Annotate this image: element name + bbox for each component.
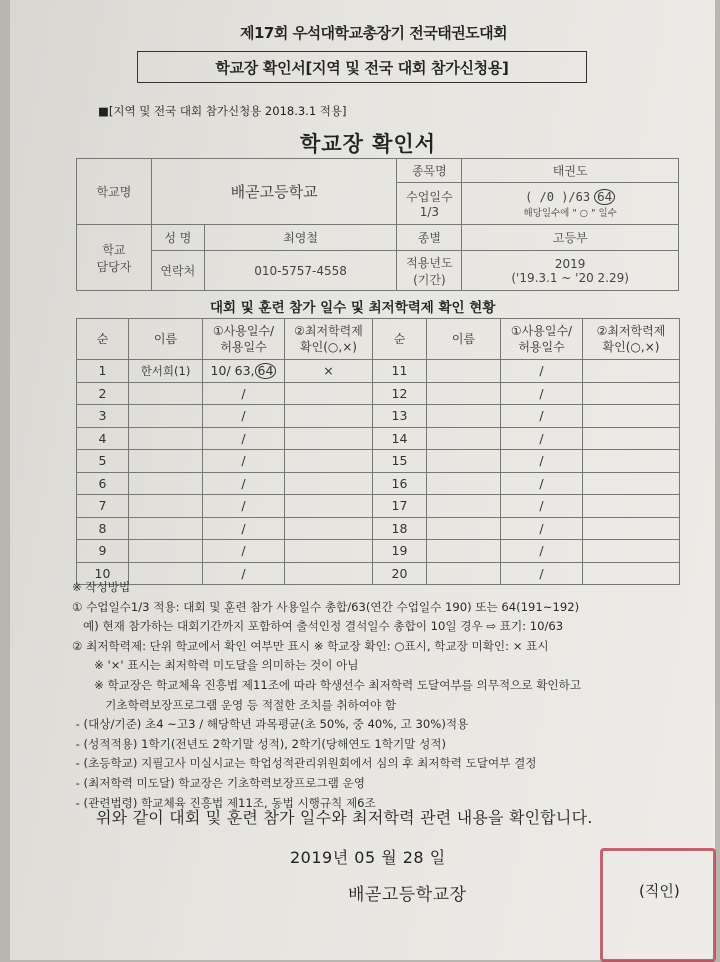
note-line: 기초학력보장프로그램 운영 등 적절한 조치를 취하여야 함	[72, 697, 397, 712]
row-no-right: 14	[373, 427, 427, 450]
school-name-value: 배곧고등학교	[151, 159, 397, 225]
sport-value: 태권도	[462, 159, 679, 183]
row-no: 7	[77, 495, 129, 518]
year-value-cell	[462, 251, 679, 291]
official-seal-stamp	[600, 848, 716, 962]
row-days	[203, 427, 285, 450]
row-name-right	[427, 450, 501, 473]
row-days-right: /	[501, 517, 583, 540]
row-min-right	[583, 360, 680, 383]
table-row	[77, 472, 680, 495]
row-name	[129, 540, 203, 563]
row-days-right: /	[501, 540, 583, 563]
year-label	[397, 251, 462, 291]
row-name-right	[427, 517, 501, 540]
row-days-value: /	[241, 520, 246, 536]
table-row	[77, 405, 680, 428]
row-min	[285, 472, 373, 495]
days-label	[397, 183, 462, 225]
note-line: - (성적적용) 1학기(전년도 2학기말 성적), 2학기(당해연도 1학기말 성적)	[72, 736, 446, 751]
document-page	[10, 0, 715, 960]
header-min-2	[583, 319, 680, 360]
row-name	[129, 427, 203, 450]
table-row	[77, 360, 680, 383]
section-title: 대회 및 훈련 참가 일수 및 최저학력제 확인 현황	[210, 300, 496, 316]
row-min-right	[583, 540, 680, 563]
sport-label: 종목명	[397, 159, 462, 183]
confirmation-statement: 위와 같이 대회 및 훈련 참가 일수와 최저학력 관련 내용을 확인합니다.	[96, 808, 593, 827]
row-min	[285, 382, 373, 405]
row-name	[129, 450, 203, 473]
row-min	[285, 450, 373, 473]
row-days	[203, 540, 285, 563]
note-line: - (관련법령) 학교체육 진흥법 제11조, 동법 시행규칙 제6조	[72, 795, 376, 810]
row-name-right	[427, 427, 501, 450]
manager-label-line2: 담당자	[96, 259, 132, 274]
category-value: 고등부	[462, 225, 679, 251]
row-days-value: /	[241, 498, 246, 514]
seal-label: (직인)	[639, 882, 680, 900]
row-name-right	[427, 405, 501, 428]
table-row	[77, 495, 680, 518]
row-days-circled: 64	[255, 363, 277, 379]
grid-header-row	[77, 319, 680, 360]
header-min-line1: ②최저학력제	[294, 324, 363, 338]
row-days	[203, 472, 285, 495]
row-min-right	[583, 382, 680, 405]
note-line: - (최저학력 미도달) 학교장은 기초학력보장프로그램 운영	[72, 775, 365, 790]
row-min-right	[583, 517, 680, 540]
days-value-b: 64	[594, 189, 615, 205]
row-no: 5	[77, 450, 129, 473]
row-days-right: /	[501, 562, 583, 585]
header-min	[285, 319, 373, 360]
year-period: ('19.3.1 ~ '20 2.29)	[511, 270, 629, 285]
row-min	[285, 517, 373, 540]
manager-label	[77, 225, 152, 291]
header-days	[203, 319, 285, 360]
row-min	[285, 495, 373, 518]
year-value: 2019	[554, 256, 586, 271]
row-days-value: /	[241, 430, 246, 446]
row-no: 3	[77, 405, 129, 428]
header-days-2	[501, 319, 583, 360]
table-row	[77, 540, 680, 563]
principal-name: 배곧고등학교장	[348, 885, 467, 905]
days-note: 해당일수에 " ○ " 일수	[523, 207, 617, 219]
row-min: ×	[285, 360, 373, 383]
days-value-cell	[462, 183, 679, 225]
row-name	[129, 517, 203, 540]
row-days	[203, 450, 285, 473]
note-line: ※ 학교장은 학교체육 진흥법 제11조에 따라 학생선수 최저학력 도달여부를 의무적으로 확인하고	[72, 677, 582, 692]
row-days	[203, 382, 285, 405]
note-line: ② 최저학력제: 단위 학교에서 확인 여부만 표시 ※ 학교장 확인: ○표시, 학교장 미확인: × 표시	[72, 638, 549, 653]
row-no-right: 18	[373, 517, 427, 540]
school-name-label: 학교명	[77, 159, 152, 225]
row-days-value: /	[241, 543, 246, 559]
row-name	[129, 382, 203, 405]
row-days-right: /	[501, 450, 583, 473]
row-no: 10	[77, 562, 129, 585]
row-name	[129, 405, 203, 428]
header-name: 이름	[129, 319, 203, 360]
row-days-value: /	[241, 453, 246, 469]
category-label: 종별	[397, 225, 462, 251]
row-no-right: 20	[373, 562, 427, 585]
header-days-line2: 허용일수	[220, 340, 267, 354]
row-name-right	[427, 495, 501, 518]
row-min	[285, 540, 373, 563]
row-no-right: 16	[373, 472, 427, 495]
row-days	[203, 517, 285, 540]
row-no: 9	[77, 540, 129, 563]
note-line: ※ 작성방법	[72, 580, 131, 594]
header-days2-line1: ①사용일수/	[510, 324, 573, 338]
header-min2-line2: 확인(○,×)	[602, 340, 660, 354]
note-line: - (대상/기준) 초4 ~고3 / 해당학년 과목평균(초 50%, 중 40%, 고 30%)적용	[72, 717, 469, 732]
event-title: 제17회 우석대학교총장기 전국태권도대회	[240, 24, 508, 42]
note-line: 예) 현재 참가하는 대회기간까지 포함하여 출석인정 결석일수 총합이 10일 경우 ⇨ 표기: 10/63	[72, 619, 564, 634]
row-no: 6	[77, 472, 129, 495]
document-title: 학교장 확인서	[300, 132, 437, 156]
note-line: - (초등학교) 지필고사 미실시교는 학업성적관리위원회에서 심의 후 최저학력 도달여부 결정	[72, 756, 537, 771]
header-min2-line1: ②최저학력제	[596, 324, 666, 338]
days-label-line1: 수업일수	[406, 190, 453, 204]
row-no: 8	[77, 517, 129, 540]
row-name-right	[427, 382, 501, 405]
row-no: 2	[77, 382, 129, 405]
row-no-right: 17	[373, 495, 427, 518]
row-min-right	[583, 427, 680, 450]
manager-label-line1: 학교	[102, 242, 126, 257]
row-no-right: 12	[373, 382, 427, 405]
row-name	[129, 472, 203, 495]
days-label-line2: 1/3	[419, 205, 440, 219]
row-min-right	[583, 472, 680, 495]
row-min	[285, 405, 373, 428]
school-info-table	[76, 158, 679, 291]
row-no: 4	[77, 427, 129, 450]
days-value-a: ( /0 )/63	[525, 189, 591, 204]
row-no-right: 11	[373, 360, 427, 383]
row-days-value: /	[241, 408, 246, 424]
row-name-right	[427, 540, 501, 563]
row-days-right: /	[501, 360, 583, 383]
row-days-right: /	[501, 405, 583, 428]
note-line: ※ '×' 표시는 최저학력 미도달을 의미하는 것이 아님	[72, 658, 359, 673]
row-min-right	[583, 562, 680, 585]
header-no-2: 순	[373, 319, 427, 360]
row-min	[285, 427, 373, 450]
name-label: 성 명	[151, 225, 204, 251]
header-days2-line2: 허용일수	[518, 340, 565, 354]
table-row	[77, 517, 680, 540]
row-days-right: /	[501, 472, 583, 495]
note-line: ① 수업일수1/3 적용: 대회 및 훈련 참가 사용일수 총합/63(연간 수업일수 190) 또는 64(191~192)	[72, 599, 580, 614]
table-row	[77, 450, 680, 473]
row-no-right: 15	[373, 450, 427, 473]
row-min-right	[583, 405, 680, 428]
row-days-value: /	[241, 475, 246, 491]
header-name-2: 이름	[427, 319, 501, 360]
row-days	[203, 360, 285, 383]
row-days-right: /	[501, 427, 583, 450]
row-name-right	[427, 360, 501, 383]
header-days-line1: ①사용일수/	[212, 324, 275, 338]
row-name: 한서희(1)	[129, 360, 203, 383]
participation-grid	[76, 318, 680, 585]
table-row	[77, 382, 680, 405]
header-min-line2: 확인(○,×)	[300, 340, 357, 354]
row-min-right	[583, 450, 680, 473]
contact-label: 연락처	[151, 251, 204, 291]
confirmation-date: 2019년 05 월 28 일	[290, 848, 446, 867]
table-row	[77, 427, 680, 450]
row-days-right: /	[501, 495, 583, 518]
sub-note: ■[지역 및 전국 대회 참가신청용 2018.3.1 적용]	[98, 104, 347, 118]
row-days-value: 10/ 63,	[210, 362, 255, 378]
row-days-value: /	[241, 565, 246, 581]
row-name	[129, 495, 203, 518]
year-label-line2: (기간)	[413, 272, 446, 287]
name-value: 최영철	[204, 225, 397, 251]
row-min-right	[583, 495, 680, 518]
row-days	[203, 495, 285, 518]
contact-value: 010-5757-4558	[204, 251, 397, 291]
row-no: 1	[77, 360, 129, 383]
row-no-right: 13	[373, 405, 427, 428]
year-label-line1: 적용년도	[406, 255, 453, 270]
row-name-right	[427, 472, 501, 495]
writing-notes	[72, 578, 581, 813]
row-days-value: /	[241, 385, 246, 401]
row-no-right: 19	[373, 540, 427, 563]
form-title: 학교장 확인서[지역 및 전국 대회 참가신청용]	[215, 58, 509, 77]
row-days	[203, 405, 285, 428]
header-no: 순	[77, 319, 129, 360]
form-title-box	[137, 51, 587, 83]
row-days-right: /	[501, 382, 583, 405]
